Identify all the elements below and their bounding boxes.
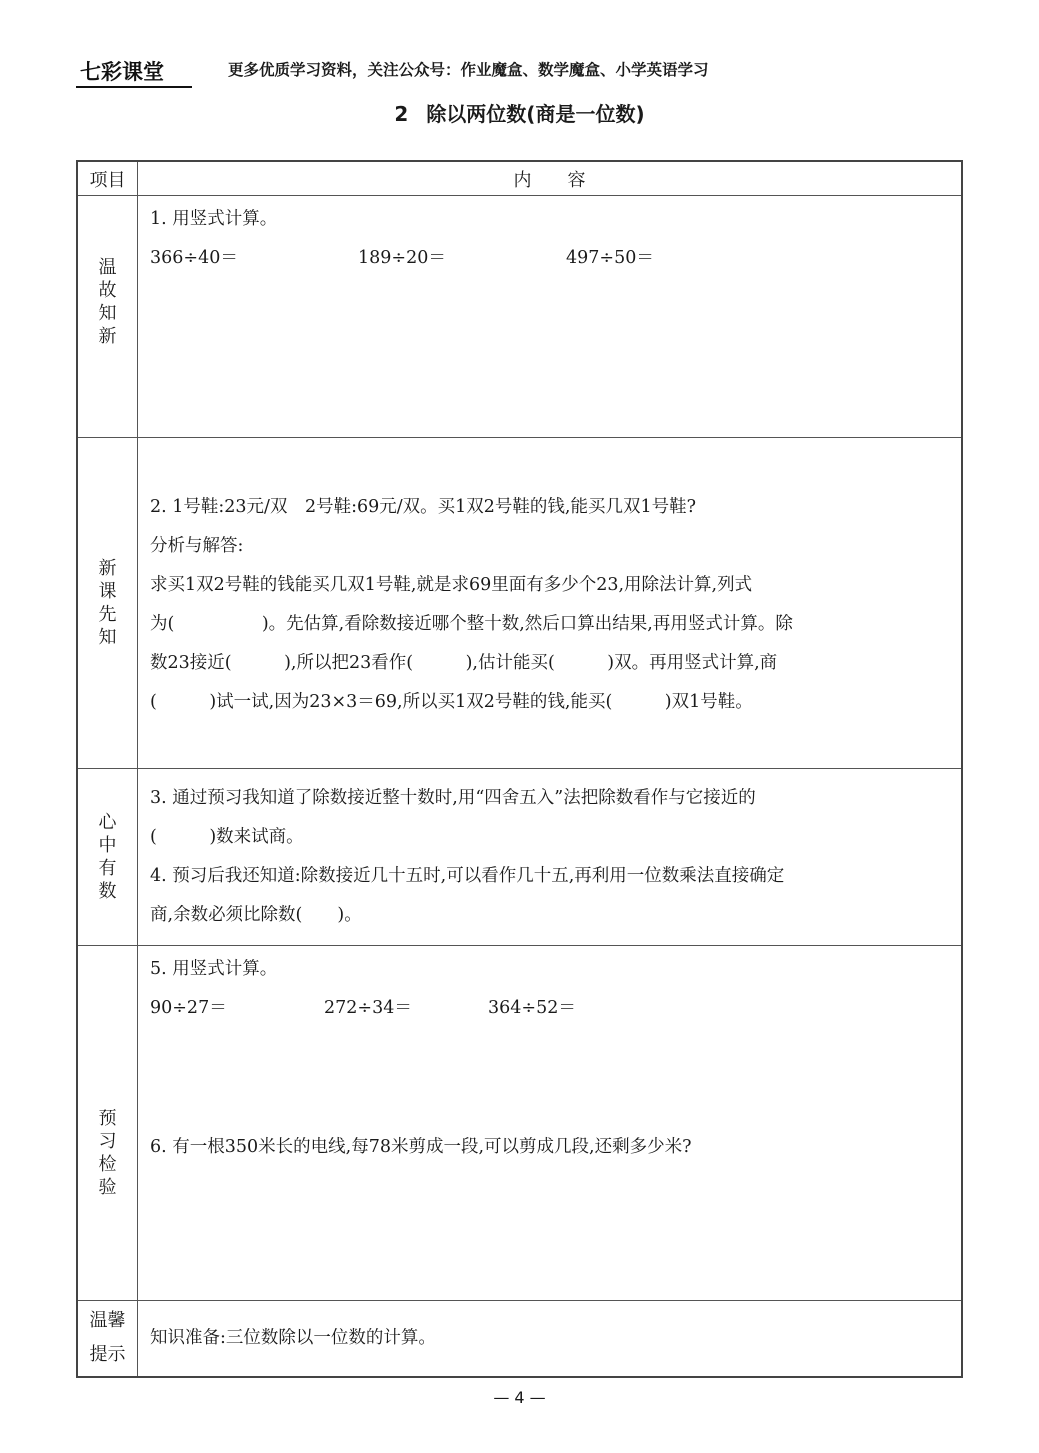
question-6: 6. 有一根350米长的电线,每78米剪成一段,可以剪成几段,还剩多少米? — [150, 1137, 692, 1157]
brand-logo: 七彩课堂 — [80, 60, 164, 84]
question-4-cont: 商,余数必须比除数( )。 — [150, 905, 362, 925]
calc-list — [150, 989, 949, 1028]
analysis-line: 为( )。先估算,看除数接近哪个整十数,然后口算出结果,再用竖式计算。除 — [150, 614, 793, 634]
analysis-line: 数23接近( ),所以把23看作( ),估计能买( )双。再用竖式计算,商 — [150, 653, 778, 673]
table-row — [77, 1301, 962, 1377]
lesson-number: 2 — [394, 102, 409, 126]
row-label: 温故知新 — [77, 196, 138, 438]
calc-list — [150, 239, 949, 278]
row-label — [77, 1301, 138, 1377]
row-content — [138, 946, 963, 1301]
page-number: — 4 — — [493, 1388, 546, 1407]
row-content — [138, 1301, 963, 1377]
table-header-row — [77, 161, 962, 196]
tip-label-line: 提示 — [89, 1344, 126, 1366]
row-content — [138, 196, 963, 438]
question-3-cont: ( )数来试商。 — [150, 827, 304, 847]
page-header — [76, 52, 976, 92]
calc-item: 272÷34＝ — [324, 998, 412, 1018]
calc-item: 364÷52＝ — [488, 998, 576, 1018]
page-title — [0, 98, 1039, 127]
lesson-title: 除以两位数(商是一位数) — [426, 102, 645, 126]
calc-item: 189÷20＝ — [358, 248, 446, 268]
row-content — [138, 438, 963, 769]
row-label: 心中有数 — [77, 769, 138, 946]
table-row — [77, 438, 962, 769]
promo-text: 更多优质学习资料，关注公众号：作业魔盒、数学魔盒、小学英语学习 — [228, 61, 709, 79]
question-3: 3. 通过预习我知道了除数接近整十数时,用“四舍五入”法把除数看作与它接近的 — [150, 788, 756, 808]
analysis-heading: 分析与解答: — [150, 536, 244, 556]
calc-item: 497÷50＝ — [566, 248, 654, 268]
row-label: 新课先知 — [77, 438, 138, 769]
question-1-title: 1. 用竖式计算。 — [150, 209, 278, 229]
question-5-title: 5. 用竖式计算。 — [150, 959, 278, 979]
calc-item: 366÷40＝ — [150, 248, 238, 268]
worksheet-table — [76, 160, 963, 1378]
table-row — [77, 946, 962, 1301]
analysis-line: 求买1双2号鞋的钱能买几双1号鞋,就是求69里面有多少个23,用除法计算,列式 — [150, 575, 753, 595]
question-4: 4. 预习后我还知道:除数接近几十五时,可以看作几十五,再利用一位数乘法直接确定 — [150, 866, 785, 886]
tip-label-line: 温馨 — [89, 1310, 126, 1332]
analysis-line: ( )试一试,因为23×3＝69,所以买1双2号鞋的钱,能买( )双1号鞋。 — [150, 692, 753, 712]
logo-underline — [76, 86, 192, 88]
header-item: 项目 — [77, 161, 138, 196]
row-content — [138, 769, 963, 946]
table-row — [77, 196, 962, 438]
header-content: 内 容 — [138, 161, 963, 196]
question-2: 2. 1号鞋:23元/双 2号鞋:69元/双。买1双2号鞋的钱,能买几双1号鞋? — [150, 497, 696, 517]
calc-item: 90÷27＝ — [150, 998, 227, 1018]
table-row — [77, 769, 962, 946]
tip-text: 知识准备:三位数除以一位数的计算。 — [150, 1327, 436, 1348]
row-label: 预习检验 — [77, 946, 138, 1301]
